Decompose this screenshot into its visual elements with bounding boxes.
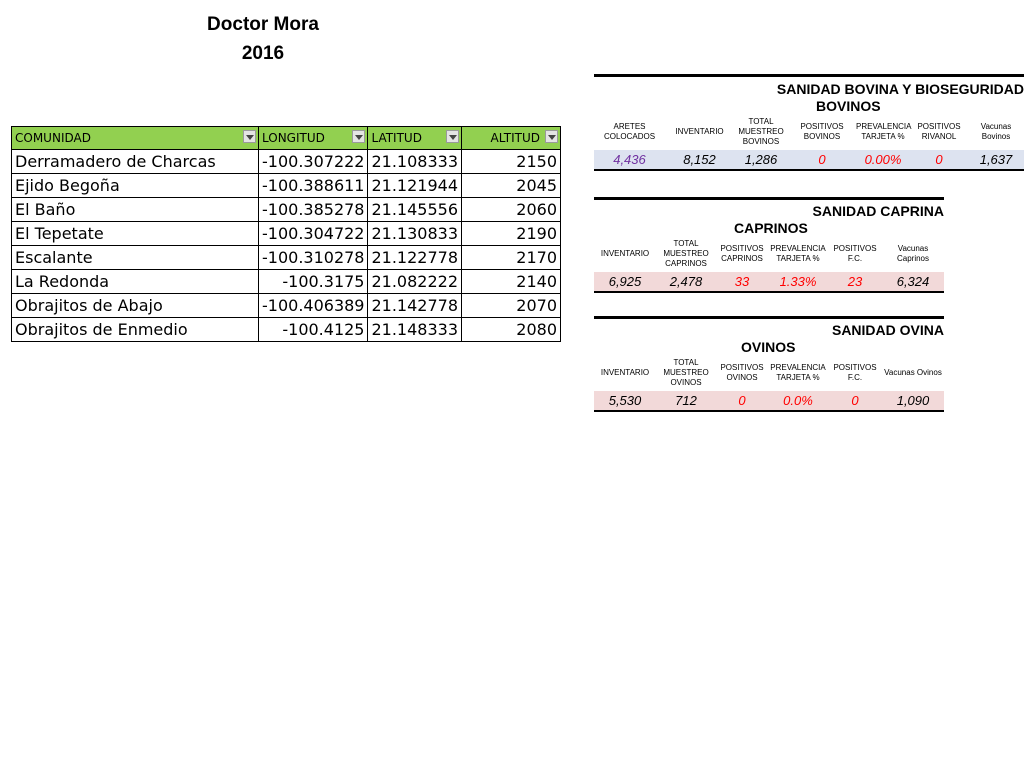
column-header: POSITIVOS BOVINOS [800,122,844,141]
cell-latitud[interactable]: 21.148333 [368,318,462,342]
table-row [12,294,561,318]
column-header: POSITIVOS F.C. [833,244,877,263]
value-cell: 0 [716,391,768,411]
value-cell: 23 [828,272,882,292]
cell-latitud[interactable]: 21.130833 [368,222,462,246]
table-row [12,198,561,222]
cell-longitud[interactable]: -100.304722 [259,222,368,246]
bovina-subtitle: BOVINOS [816,98,881,114]
cell-latitud[interactable]: 21.122778 [368,246,462,270]
column-header: INVENTARIO [675,127,724,136]
column-header: ARETES COLOCADOS [603,122,656,141]
value-cell: 0 [910,150,968,170]
cell-longitud[interactable]: -100.385278 [259,198,368,222]
cell-latitud[interactable]: 21.121944 [368,174,462,198]
cell-longitud[interactable]: -100.3175 [259,270,368,294]
cell-comunidad[interactable]: Obrajitos de Enmedio [12,318,259,342]
cell-longitud[interactable]: -100.406389 [259,294,368,318]
table-row [12,150,561,174]
table-row [12,318,561,342]
sanidad-ovina [594,316,944,412]
cell-latitud[interactable]: 21.082222 [368,270,462,294]
value-cell: 8,152 [665,150,734,170]
cell-longitud[interactable]: -100.307222 [259,150,368,174]
value-cell: 5,530 [594,391,656,411]
col-latitud[interactable]: LATITUD [368,127,462,150]
table-header-row [12,127,561,150]
column-header: INVENTARIO [600,249,650,258]
value-cell: 0.0% [768,391,828,411]
cell-comunidad[interactable]: La Redonda [12,270,259,294]
cell-comunidad[interactable]: El Tepetate [12,222,259,246]
cell-comunidad[interactable]: Ejido Begoña [12,174,259,198]
ovina-table [594,355,944,412]
bovina-title: SANIDAD BOVINA Y BIOSEGURIDAD [776,81,1024,97]
value-cell: 6,324 [882,272,944,292]
cell-longitud[interactable]: -100.310278 [259,246,368,270]
filter-dropdown-icon[interactable] [545,130,558,143]
cell-longitud[interactable]: -100.388611 [259,174,368,198]
column-header: PREVALENCIA TARJETA % [770,363,826,382]
caprina-title: SANIDAD CAPRINA [812,203,944,219]
ovina-title: SANIDAD OVINA [831,322,944,338]
comunidades-table [11,126,561,342]
cell-altitud[interactable]: 2080 [462,318,561,342]
column-header: INVENTARIO [600,368,650,377]
table-row [12,270,561,294]
column-header: POSITIVOS OVINOS [720,363,764,382]
value-cell: 1,090 [882,391,944,411]
sanidad-bovina [594,74,1024,171]
value-cell: 0 [788,150,856,170]
cell-latitud[interactable]: 21.142778 [368,294,462,318]
column-header: TOTAL MUESTREO CAPRINOS [663,239,709,268]
filter-dropdown-icon[interactable] [352,130,365,143]
column-header: POSITIVOS CAPRINOS [720,244,764,263]
col-comunidad[interactable]: COMUNIDAD [12,127,259,150]
cell-comunidad[interactable]: El Baño [12,198,259,222]
column-header: POSITIVOS F.C. [833,363,877,382]
value-cell: 0 [828,391,882,411]
page-year: 2016 [241,43,285,64]
table-row [12,174,561,198]
cell-latitud[interactable]: 21.145556 [368,198,462,222]
value-cell: 6,925 [594,272,656,292]
table-row [12,246,561,270]
col-longitud[interactable]: LONGITUD [259,127,368,150]
caprina-subtitle: CAPRINOS [734,220,808,236]
sanidad-caprina [594,197,944,293]
cell-comunidad[interactable]: Obrajitos de Abajo [12,294,259,318]
value-cell: 0.00% [856,150,910,170]
cell-altitud[interactable]: 2140 [462,270,561,294]
cell-altitud[interactable]: 2190 [462,222,561,246]
value-cell: 712 [656,391,716,411]
value-cell: 4,436 [594,150,665,170]
column-header: TOTAL MUESTREO BOVINOS [738,117,784,146]
column-header: PREVALENCIA TARJETA % [770,244,826,263]
value-cell: 2,478 [656,272,716,292]
column-header: Vacunas Ovinos [884,368,942,377]
cell-altitud[interactable]: 2170 [462,246,561,270]
caprina-table [594,236,944,293]
column-header: POSITIVOS RIVANOL [917,122,961,141]
value-cell: 1.33% [768,272,828,292]
cell-altitud[interactable]: 2045 [462,174,561,198]
cell-longitud[interactable]: -100.4125 [259,318,368,342]
bovina-table [594,114,1024,171]
value-cell: 1,286 [734,150,788,170]
col-altitud[interactable]: ALTITUD [462,127,561,150]
column-header: TOTAL MUESTREO OVINOS [663,358,709,387]
value-cell: 33 [716,272,768,292]
column-header: Vacunas Caprinos [896,244,929,263]
filter-dropdown-icon[interactable] [446,130,459,143]
cell-comunidad[interactable]: Escalante [12,246,259,270]
cell-altitud[interactable]: 2060 [462,198,561,222]
filter-dropdown-icon[interactable] [243,130,256,143]
value-cell: 1,637 [968,150,1024,170]
ovina-subtitle: OVINOS [741,339,796,355]
cell-altitud[interactable]: 2150 [462,150,561,174]
column-header: Vacunas Bovinos [980,122,1012,141]
cell-latitud[interactable]: 21.108333 [368,150,462,174]
table-row [12,222,561,246]
cell-altitud[interactable]: 2070 [462,294,561,318]
column-header: PREVALENCIA TARJETA % [856,122,912,141]
cell-comunidad[interactable]: Derramadero de Charcas [12,150,259,174]
page-title: Doctor Mora [207,14,319,35]
